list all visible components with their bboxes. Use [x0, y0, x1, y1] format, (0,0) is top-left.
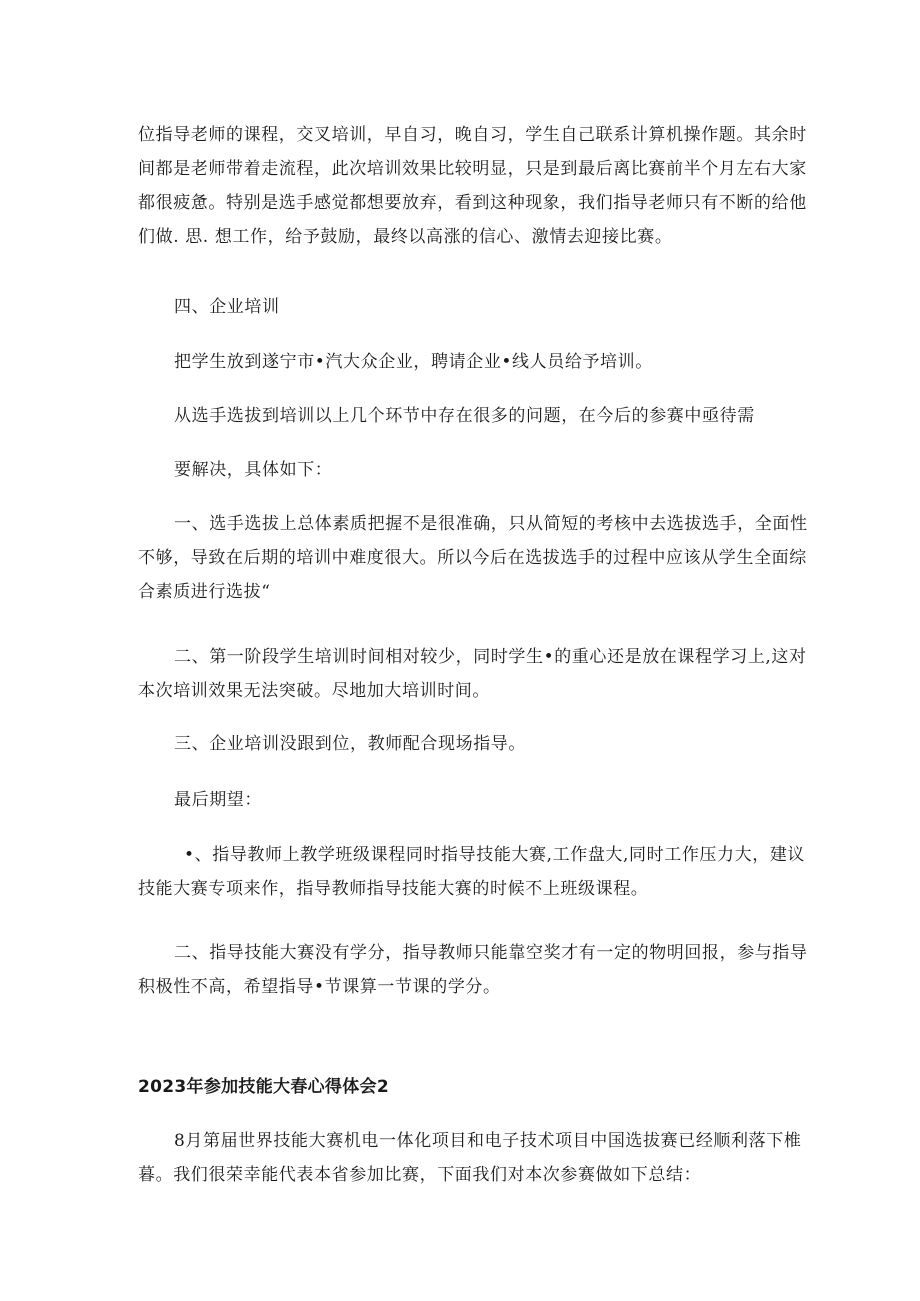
paragraph-line: 二、第一阶段学生培训时间相对较少，同时学生•的重心还是放在课程学习上,这对	[174, 647, 807, 667]
paragraph-line: •、指导教师上教学班级课程同时指导技能大赛,工作盘大,同时工作压力大，建议	[184, 845, 806, 865]
paragraph-line: 三、企业培训没跟到位，教师配合现场指导。	[174, 734, 526, 754]
paragraph-line: 从选手选拔到培训以上几个环节中存在很多的问题，在今后的参赛中亟待需	[174, 406, 755, 426]
paragraph-line: 本次培训效果无法突破。尽地加大培训时间。	[138, 681, 490, 701]
paragraph-line: 位指导老师的课程，交叉培训，早自习，晚自习，学生自己联系计算机操作题。其余时	[138, 125, 807, 145]
paragraph-line: 们做. 思. 想工作，给予鼓励，最终以高涨的信心、激情去迎接比赛。	[138, 227, 673, 247]
paragraph-line: 间都是老师带着走流程，此次培训效果比较明显，只是到最后离比赛前半个月左右大家	[138, 159, 807, 179]
paragraph-line: 技能大赛专项来作，指导教师指导技能大赛的时候不上班级课程。	[138, 879, 649, 899]
section-heading: 2023年参加技能大春心得体会2	[138, 1077, 389, 1097]
paragraph-line: 最后期望：	[174, 790, 262, 810]
paragraph-line: 积极性不高，希望指导•节课算一节课的学分。	[138, 977, 501, 997]
paragraph-line: 不够，导致在后期的培训中难度很大。所以今后在选拔选手的过程中应该从学生全面综	[138, 548, 807, 568]
paragraph-line: 要解决，具体如下：	[174, 460, 333, 480]
paragraph-line: 二、指导技能大赛没有学分，指导教师只能靠空奖才有一定的物明回报，参与指导	[174, 943, 808, 963]
paragraph-line: 都很疲惫。特别是选手感觉都想要放弃，看到这种现象，我们指导老师只有不断的给他	[138, 193, 807, 213]
subsection-title: 四、企业培训	[174, 297, 280, 317]
paragraph-line: 把学生放到遂宁市•汽大众企业，聘请企业•线人员给予培训。	[174, 352, 653, 372]
paragraph-line: 8月第届世界技能大赛机电一体化项目和电子技术项目中国选拔赛已经顺利落下椎	[174, 1131, 802, 1151]
paragraph-line: 暮。我们很荣幸能代表本省参加比赛，下面我们对本次参赛做如下总结：	[138, 1165, 702, 1185]
paragraph-line: 一、选手选拔上总体素质把握不是很准确，只从简短的考核中去选拔选手，全面性	[174, 514, 808, 534]
paragraph-line: 合素质进行选拔“	[138, 582, 271, 602]
